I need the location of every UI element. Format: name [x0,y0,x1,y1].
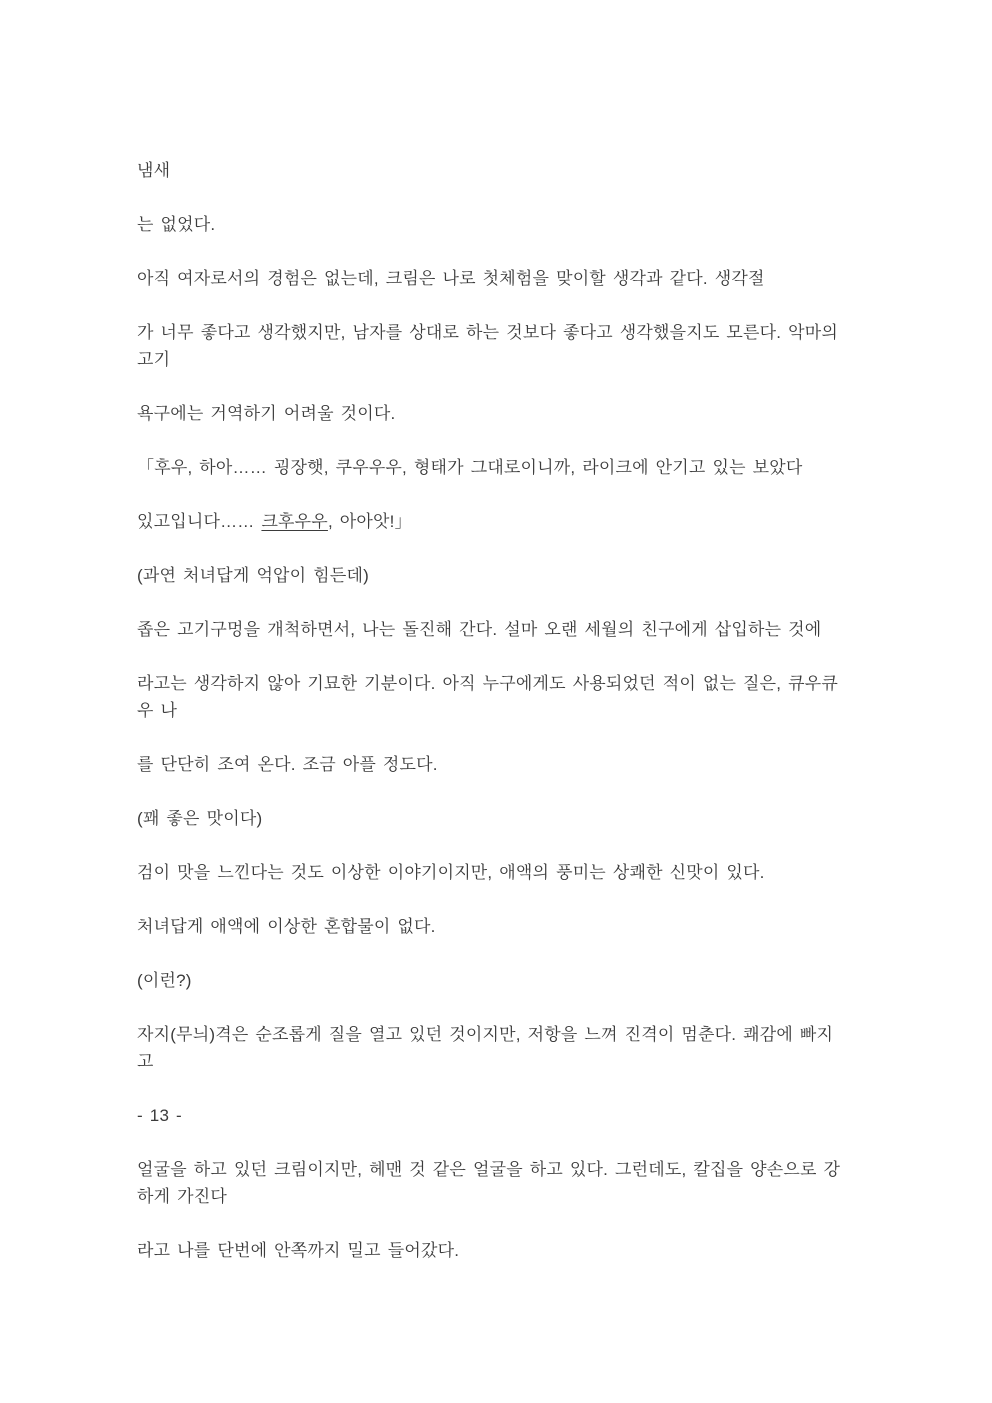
wrapped-line: 하게 가진다 [137,1187,228,1206]
page-number: - 13 - [137,1106,182,1125]
paragraph-line: 아직 여자로서의 경험은 없는데, 크림은 나로 첫체험을 맞이할 생각과 같다. 생각절 [137,269,765,288]
paragraph-line: 검이 맛을 느낀다는 것도 이상한 이야기이지만, 애액의 풍미는 상쾌한 신맛이 있다. [137,863,765,882]
paragraph-line: 얼굴을 하고 있던 크림이지만, 헤맨 것 같은 얼굴을 하고 있다. 그런데도, 칼집을 양손으로 강 [137,1160,841,1179]
line-text: 있고입니다…… [137,512,262,531]
paragraph-line: 가 너무 좋다고 생각했지만, 남자를 상대로 하는 것보다 좋다고 생각했을지도 모른다. 악마의 [137,323,839,342]
wrapped-line: 고 [137,1052,154,1071]
underlined-text: 크후우우 [261,512,328,531]
paragraph-line: 좁은 고기구멍을 개척하면서, 나는 돌진해 간다. 설마 오랜 세월의 친구에게 삽입하는 것에 [137,620,822,639]
paragraph-line: 자지(무늬)격은 순조롭게 질을 열고 있던 것이지만, 저항을 느껴 진격이 멈춘다. 쾌감에 빠지 [137,1025,834,1044]
paragraph-line: 냄새 [137,161,171,180]
paragraph-line: 욕구에는 거역하기 어려울 것이다. [137,404,396,423]
document-text-body [137,157,897,1264]
paragraph-line: (꽤 좋은 맛이다) [137,809,263,828]
line-text: , 아아앗!」 [327,512,412,531]
paragraph-line: 라고는 생각하지 않아 기묘한 기분이다. 아직 누구에게도 사용되었던 적이 없는 질은, 큐우큐 [137,674,839,693]
dialogue-line: 「후우, 하아…… 굉장햇, 쿠우우우, 형태가 그대로이니까, 라이크에 안기고 있는 보았다 [137,458,803,477]
paragraph-line: (과연 처녀답게 억압이 힘든데) [137,566,369,585]
wrapped-line: 고기 [137,350,171,369]
paragraph-line: 처녀답게 애액에 이상한 혼합물이 없다. [137,917,436,936]
dialogue-line [137,508,897,535]
paragraph-line: 를 단단히 조여 온다. 조금 아플 정도다. [137,755,438,774]
wrapped-line: 우 나 [137,701,178,720]
paragraph-line: (이런?) [137,971,192,990]
paragraph-line: 는 없었다. [137,215,216,234]
paragraph-line: 라고 나를 단번에 안쪽까지 밀고 들어갔다. [137,1241,460,1260]
